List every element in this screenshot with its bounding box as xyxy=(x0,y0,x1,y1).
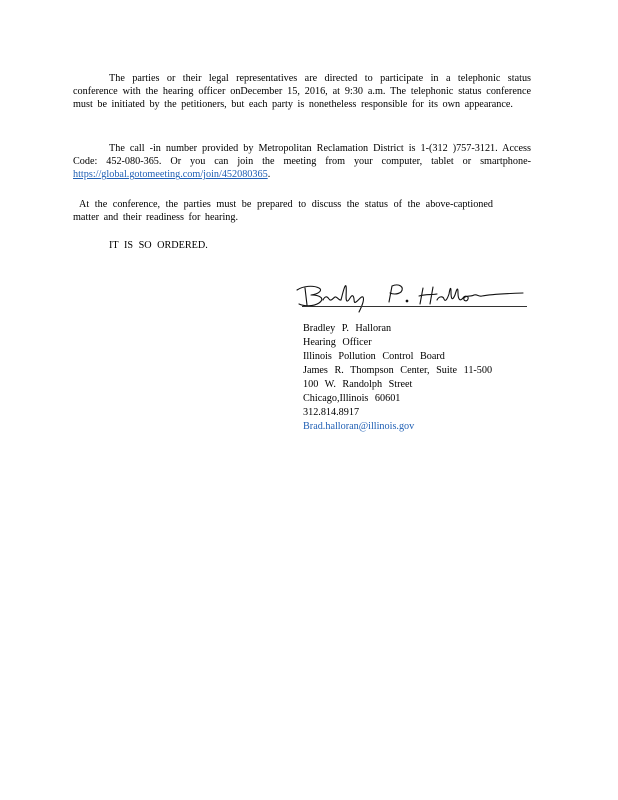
officer-title: Hearing Officer xyxy=(303,337,372,348)
call-in-period: . xyxy=(267,169,271,181)
street-address: 100 W. Randolph Street xyxy=(303,379,413,390)
officer-name: Bradley P. Halloran xyxy=(303,323,392,334)
call-in-text: The call -in number provided by Metropolitan Reclamation District is 1-(312 )757-3121. Access Code: 452-080-365. Or you can join the meeting from your computer, tablet or smartphone- xyxy=(73,143,531,168)
city-state-zip: Chicago,Illinois 60601 xyxy=(303,393,401,404)
building-address: James R. Thompson Center, Suite 11-500 xyxy=(303,365,493,376)
handwritten-signature xyxy=(293,278,525,314)
paragraph-conference-prep: At the conference, the parties must be prepared to discuss the status of the above-captioned matter and their readiness for hearing. xyxy=(73,199,493,224)
paragraph-call-in xyxy=(73,142,531,182)
signature-block xyxy=(303,322,563,434)
email-address[interactable]: Brad.halloran@illinois.gov xyxy=(303,421,415,432)
agency-name: Illinois Pollution Control Board xyxy=(303,351,445,362)
order-statement: IT IS SO ORDERED. xyxy=(109,240,208,251)
paragraph-status-conference: The parties or their legal representatives are directed to participate in a telephonic status conference with the hearing officer onDecember 15, 2016, at 9:30 a.m. The telephonic status conference must be initiated by the petitioners, but each party is nonetheless responsible for its own appearance. xyxy=(73,73,531,111)
meeting-link[interactable]: https://global.gotomeeting.com/join/452080365 xyxy=(73,169,268,181)
phone-number: 312.814.8917 xyxy=(303,407,360,418)
signature-line xyxy=(302,306,527,307)
